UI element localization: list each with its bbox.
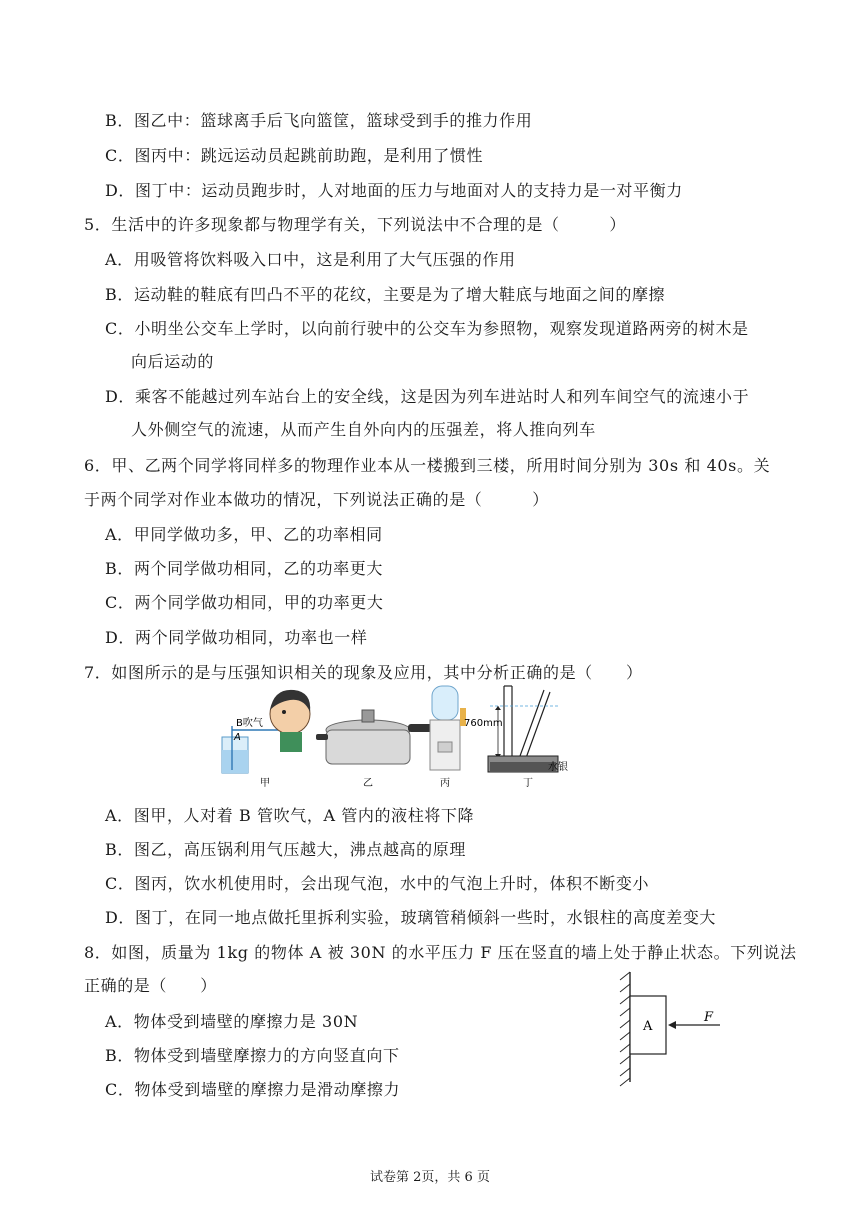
label-bing: 丙	[440, 778, 450, 789]
q8-stem: 8．如图，质量为 1kg 的物体 A 被 30N 的水平压力 F 压在竖直的墙上处于静止状态。下列说法	[84, 943, 797, 962]
q4-option-d: D．图丁中：运动员跑步时，人对地面的压力与地面对人的支持力是一对平衡力	[105, 181, 683, 200]
q4-option-c: C．图丙中：跳远运动员起跳前助跑，是利用了惯性	[105, 146, 484, 165]
force-label: F	[704, 1010, 714, 1025]
label-760mm: 760mm	[464, 718, 503, 729]
pressure-cooker-icon	[316, 710, 448, 764]
label-a: A	[234, 732, 241, 743]
q7-option-a: A．图甲，人对着 B 管吹气，A 管内的液柱将下降	[105, 806, 475, 825]
label-yi: 乙	[363, 778, 373, 789]
q6-option-c: C．两个同学做功相同，甲的功率更大	[105, 593, 384, 612]
q5-option-c: C．小明坐公交车上学时，以向前行驶中的公交车为参照物，观察发现道路两旁的树木是	[105, 319, 749, 338]
q5-option-d-cont: 人外侧空气的流速，从而产生自外向内的压强差，将人推向列车	[131, 420, 596, 439]
q5-option-b: B．运动鞋的鞋底有凹凸不平的花纹，主要是为了增大鞋底与地面之间的摩擦	[105, 285, 666, 304]
q8-option-b: B．物体受到墙壁摩擦力的方向竖直向下	[105, 1046, 400, 1065]
q6-stem-cont: 于两个同学对作业本做功的情况，下列说法正确的是（ ）	[84, 490, 549, 509]
q4-option-b: B．图乙中：篮球离手后飞向篮筐，篮球受到手的推力作用	[105, 111, 533, 130]
q7-figure	[218, 682, 588, 794]
torricelli-tube-icon	[488, 686, 558, 772]
q7-option-d: D．图丁，在同一地点做托里拆利实验，玻璃管稍倾斜一些时，水银柱的高度差变大	[105, 908, 717, 927]
page-footer: 试卷第 2页，共 6 页	[370, 1170, 490, 1185]
q7-stem: 7．如图所示的是与压强知识相关的现象及应用，其中分析正确的是（ ）	[84, 663, 643, 682]
q6-stem: 6．甲、乙两个同学将同样多的物理作业本从一楼搬到三楼，所用时间分别为 30s 和 40s。关	[84, 456, 771, 475]
figure-jia-beaker	[222, 726, 278, 773]
q7-option-b: B．图乙，高压锅利用气压越大，沸点越高的原理	[105, 840, 466, 859]
q8-option-a: A．物体受到墙壁的摩擦力是 30N	[105, 1012, 359, 1031]
label-b-blow: B吹气	[236, 718, 263, 729]
label-ding: 丁	[523, 778, 533, 789]
q6-option-d: D．两个同学做功相同，功率也一样	[105, 628, 368, 647]
q6-option-b: B．两个同学做功相同，乙的功率更大	[105, 559, 383, 578]
label-mercury: 水银	[548, 762, 568, 773]
q8-figure	[612, 968, 732, 1088]
q6-option-a: A．甲同学做功多，甲、乙的功率相同	[105, 525, 383, 544]
q5-stem: 5．生活中的许多现象都与物理学有关，下列说法中不合理的是（ ）	[84, 215, 626, 234]
q7-option-c: C．图丙，饮水机使用时，会出现气泡，水中的气泡上升时，体积不断变小	[105, 874, 650, 893]
q5-option-d: D．乘客不能越过列车站台上的安全线，这是因为列车进站时人和列车间空气的流速小于	[105, 387, 750, 406]
q5-option-a: A．用吸管将饮料吸入口中，这是利用了大气压强的作用	[105, 250, 516, 269]
water-dispenser-icon	[430, 686, 466, 770]
block-a-label: A	[643, 1019, 653, 1034]
q5-option-c-cont: 向后运动的	[131, 352, 215, 371]
wall-icon	[620, 972, 630, 1086]
force-arrowhead-icon	[668, 1021, 676, 1029]
q8-stem-cont: 正确的是（ ）	[84, 976, 217, 995]
q8-option-c: C．物体受到墙壁的摩擦力是滑动摩擦力	[105, 1080, 401, 1099]
boy-head-icon	[270, 690, 310, 752]
label-jia: 甲	[260, 778, 270, 789]
